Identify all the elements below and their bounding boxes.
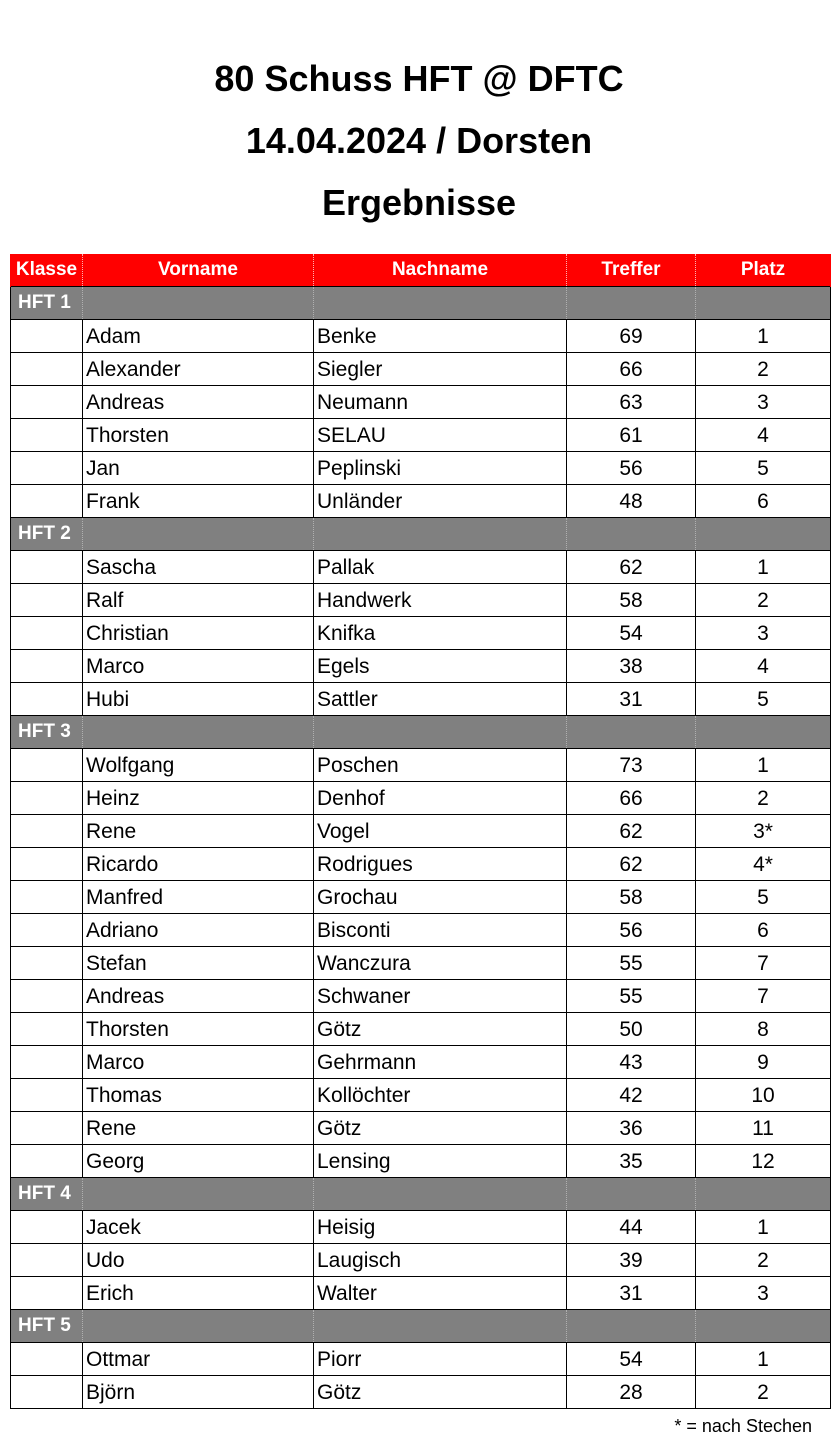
- treffer-cell: 56: [567, 451, 696, 484]
- table-row: [11, 682, 831, 715]
- nachname-cell: Knifka: [314, 616, 567, 649]
- nachname-cell: Poschen: [314, 748, 567, 781]
- vorname-cell: Heinz: [83, 781, 314, 814]
- platz-cell: 2: [696, 1375, 831, 1408]
- table-row: [11, 583, 831, 616]
- class-group-filler-cell: [567, 517, 696, 550]
- table-row: [11, 814, 831, 847]
- class-group-filler-cell: [83, 286, 314, 319]
- class-group-filler-cell: [696, 517, 831, 550]
- table-row: [11, 1375, 831, 1408]
- treffer-cell: 61: [567, 418, 696, 451]
- class-group-filler-cell: [83, 1309, 314, 1342]
- klasse-cell: [11, 1144, 83, 1177]
- vorname-cell: Andreas: [83, 385, 314, 418]
- vorname-cell: Thorsten: [83, 1012, 314, 1045]
- treffer-cell: 38: [567, 649, 696, 682]
- treffer-cell: 55: [567, 946, 696, 979]
- vorname-cell: Alexander: [83, 352, 314, 385]
- vorname-cell: Rene: [83, 1111, 314, 1144]
- vorname-cell: Marco: [83, 649, 314, 682]
- vorname-cell: Stefan: [83, 946, 314, 979]
- treffer-cell: 44: [567, 1210, 696, 1243]
- treffer-cell: 50: [567, 1012, 696, 1045]
- class-group-row: [11, 1177, 831, 1210]
- table-row: [11, 352, 831, 385]
- klasse-cell: [11, 1375, 83, 1408]
- class-group-filler-cell: [83, 517, 314, 550]
- table-row: [11, 913, 831, 946]
- header-nachname: Nachname: [314, 254, 567, 286]
- class-group-filler-cell: [314, 715, 567, 748]
- klasse-cell: [11, 649, 83, 682]
- title-line-results: Ergebnisse: [321, 182, 517, 223]
- vorname-cell: Manfred: [83, 880, 314, 913]
- klasse-cell: [11, 1210, 83, 1243]
- nachname-cell: Götz: [314, 1111, 567, 1144]
- header-row: [11, 254, 831, 286]
- table-row: [11, 1276, 831, 1309]
- vorname-cell: Ralf: [83, 583, 314, 616]
- table-row: [11, 418, 831, 451]
- nachname-cell: Siegler: [314, 352, 567, 385]
- treffer-cell: 58: [567, 880, 696, 913]
- klasse-cell: [11, 583, 83, 616]
- nachname-cell: Piorr: [314, 1342, 567, 1375]
- vorname-cell: Thomas: [83, 1078, 314, 1111]
- klasse-cell: [11, 1111, 83, 1144]
- table-row: [11, 1078, 831, 1111]
- nachname-cell: Benke: [314, 319, 567, 352]
- treffer-cell: 66: [567, 352, 696, 385]
- platz-cell: 1: [696, 319, 831, 352]
- platz-cell: 3: [696, 616, 831, 649]
- table-row: [11, 1144, 831, 1177]
- treffer-cell: 36: [567, 1111, 696, 1144]
- vorname-cell: Rene: [83, 814, 314, 847]
- treffer-cell: 62: [567, 814, 696, 847]
- class-group-label: HFT 2: [11, 517, 83, 550]
- treffer-cell: 63: [567, 385, 696, 418]
- vorname-cell: Wolfgang: [83, 748, 314, 781]
- platz-cell: 2: [696, 352, 831, 385]
- table-row: [11, 880, 831, 913]
- table-row: [11, 781, 831, 814]
- treffer-cell: 54: [567, 616, 696, 649]
- treffer-cell: 31: [567, 682, 696, 715]
- klasse-cell: [11, 913, 83, 946]
- platz-cell: 7: [696, 979, 831, 1012]
- vorname-cell: Udo: [83, 1243, 314, 1276]
- vorname-cell: Sascha: [83, 550, 314, 583]
- table-row: [11, 1012, 831, 1045]
- nachname-cell: Pallak: [314, 550, 567, 583]
- class-group-row: [11, 715, 831, 748]
- platz-cell: 1: [696, 1342, 831, 1375]
- treffer-cell: 66: [567, 781, 696, 814]
- klasse-cell: [11, 319, 83, 352]
- klasse-cell: [11, 616, 83, 649]
- vorname-cell: Georg: [83, 1144, 314, 1177]
- table-row: [11, 1045, 831, 1078]
- klasse-cell: [11, 847, 83, 880]
- class-group-filler-cell: [696, 1309, 831, 1342]
- class-group-filler-cell: [696, 1177, 831, 1210]
- vorname-cell: Erich: [83, 1276, 314, 1309]
- table-row: [11, 979, 831, 1012]
- vorname-cell: Christian: [83, 616, 314, 649]
- treffer-cell: 35: [567, 1144, 696, 1177]
- platz-cell: 3*: [696, 814, 831, 847]
- class-group-filler-cell: [696, 286, 831, 319]
- results-table-header: [11, 254, 831, 286]
- klasse-cell: [11, 1012, 83, 1045]
- klasse-cell: [11, 550, 83, 583]
- header-platz: Platz: [696, 254, 831, 286]
- class-group-filler-cell: [314, 286, 567, 319]
- klasse-cell: [11, 682, 83, 715]
- klasse-cell: [11, 1342, 83, 1375]
- results-table: [10, 254, 831, 1409]
- class-group-label: HFT 1: [11, 286, 83, 319]
- nachname-cell: Bisconti: [314, 913, 567, 946]
- treffer-cell: 73: [567, 748, 696, 781]
- platz-cell: 1: [696, 1210, 831, 1243]
- vorname-cell: Jacek: [83, 1210, 314, 1243]
- klasse-cell: [11, 946, 83, 979]
- platz-cell: 5: [696, 451, 831, 484]
- nachname-cell: Neumann: [314, 385, 567, 418]
- class-group-filler-cell: [567, 1177, 696, 1210]
- klasse-cell: [11, 451, 83, 484]
- class-group-filler-cell: [314, 517, 567, 550]
- klasse-cell: [11, 1243, 83, 1276]
- vorname-cell: Björn: [83, 1375, 314, 1408]
- vorname-cell: Jan: [83, 451, 314, 484]
- klasse-cell: [11, 385, 83, 418]
- table-row: [11, 1111, 831, 1144]
- platz-cell: 1: [696, 748, 831, 781]
- table-row: [11, 1243, 831, 1276]
- class-group-row: [11, 1309, 831, 1342]
- table-row: [11, 847, 831, 880]
- nachname-cell: Heisig: [314, 1210, 567, 1243]
- platz-cell: 3: [696, 1276, 831, 1309]
- title-line-event: 80 Schuss HFT @ DFTC: [214, 58, 624, 99]
- platz-cell: 5: [696, 880, 831, 913]
- nachname-cell: SELAU: [314, 418, 567, 451]
- klasse-cell: [11, 979, 83, 1012]
- vorname-cell: Andreas: [83, 979, 314, 1012]
- klasse-cell: [11, 814, 83, 847]
- class-group-row: [11, 517, 831, 550]
- klasse-cell: [11, 418, 83, 451]
- klasse-cell: [11, 484, 83, 517]
- nachname-cell: Sattler: [314, 682, 567, 715]
- title-line-date-location: 14.04.2024 / Dorsten: [245, 120, 593, 161]
- nachname-cell: Rodrigues: [314, 847, 567, 880]
- table-row: [11, 649, 831, 682]
- treffer-cell: 58: [567, 583, 696, 616]
- header-vorname: Vorname: [83, 254, 314, 286]
- platz-cell: 2: [696, 1243, 831, 1276]
- platz-cell: 3: [696, 385, 831, 418]
- nachname-cell: Lensing: [314, 1144, 567, 1177]
- klasse-cell: [11, 781, 83, 814]
- results-table-body: [11, 286, 831, 1408]
- nachname-cell: Peplinski: [314, 451, 567, 484]
- treffer-cell: 31: [567, 1276, 696, 1309]
- vorname-cell: Thorsten: [83, 418, 314, 451]
- treffer-cell: 69: [567, 319, 696, 352]
- treffer-cell: 48: [567, 484, 696, 517]
- table-row: [11, 616, 831, 649]
- nachname-cell: Wanczura: [314, 946, 567, 979]
- platz-cell: 6: [696, 913, 831, 946]
- header-treffer: Treffer: [567, 254, 696, 286]
- nachname-cell: Laugisch: [314, 1243, 567, 1276]
- platz-cell: 8: [696, 1012, 831, 1045]
- platz-cell: 1: [696, 550, 831, 583]
- table-row: [11, 319, 831, 352]
- treffer-cell: 55: [567, 979, 696, 1012]
- table-row: [11, 1342, 831, 1375]
- treffer-cell: 28: [567, 1375, 696, 1408]
- class-group-filler-cell: [83, 1177, 314, 1210]
- class-group-filler-cell: [567, 1309, 696, 1342]
- vorname-cell: Marco: [83, 1045, 314, 1078]
- platz-cell: 4: [696, 418, 831, 451]
- class-group-label: HFT 4: [11, 1177, 83, 1210]
- treffer-cell: 62: [567, 550, 696, 583]
- class-group-filler-cell: [567, 715, 696, 748]
- class-group-label: HFT 5: [11, 1309, 83, 1342]
- treffer-cell: 62: [567, 847, 696, 880]
- nachname-cell: Götz: [314, 1375, 567, 1408]
- platz-cell: 10: [696, 1078, 831, 1111]
- klasse-cell: [11, 1078, 83, 1111]
- vorname-cell: Hubi: [83, 682, 314, 715]
- class-group-filler-cell: [314, 1177, 567, 1210]
- platz-cell: 6: [696, 484, 831, 517]
- treffer-cell: 42: [567, 1078, 696, 1111]
- nachname-cell: Kollöchter: [314, 1078, 567, 1111]
- nachname-cell: Schwaner: [314, 979, 567, 1012]
- treffer-cell: 43: [567, 1045, 696, 1078]
- platz-cell: 2: [696, 781, 831, 814]
- vorname-cell: Frank: [83, 484, 314, 517]
- klasse-cell: [11, 1045, 83, 1078]
- nachname-cell: Grochau: [314, 880, 567, 913]
- vorname-cell: Adam: [83, 319, 314, 352]
- nachname-cell: Walter: [314, 1276, 567, 1309]
- table-row: [11, 385, 831, 418]
- table-row: [11, 748, 831, 781]
- platz-cell: 11: [696, 1111, 831, 1144]
- platz-cell: 9: [696, 1045, 831, 1078]
- platz-cell: 4*: [696, 847, 831, 880]
- nachname-cell: Gehrmann: [314, 1045, 567, 1078]
- platz-cell: 2: [696, 583, 831, 616]
- class-group-filler-cell: [567, 286, 696, 319]
- class-group-filler-cell: [314, 1309, 567, 1342]
- treffer-cell: 54: [567, 1342, 696, 1375]
- vorname-cell: Ottmar: [83, 1342, 314, 1375]
- table-row: [11, 484, 831, 517]
- vorname-cell: Ricardo: [83, 847, 314, 880]
- platz-cell: 12: [696, 1144, 831, 1177]
- header-klasse: Klasse: [11, 254, 83, 286]
- class-group-filler-cell: [83, 715, 314, 748]
- nachname-cell: Unländer: [314, 484, 567, 517]
- klasse-cell: [11, 352, 83, 385]
- nachname-cell: Götz: [314, 1012, 567, 1045]
- klasse-cell: [11, 748, 83, 781]
- footnote: * = nach Stechen: [674, 1416, 812, 1436]
- table-row: [11, 550, 831, 583]
- platz-cell: 5: [696, 682, 831, 715]
- treffer-cell: 56: [567, 913, 696, 946]
- table-row: [11, 946, 831, 979]
- nachname-cell: Handwerk: [314, 583, 567, 616]
- treffer-cell: 39: [567, 1243, 696, 1276]
- nachname-cell: Egels: [314, 649, 567, 682]
- nachname-cell: Vogel: [314, 814, 567, 847]
- platz-cell: 4: [696, 649, 831, 682]
- class-group-filler-cell: [696, 715, 831, 748]
- class-group-label: HFT 3: [11, 715, 83, 748]
- table-row: [11, 1210, 831, 1243]
- class-group-row: [11, 286, 831, 319]
- nachname-cell: Denhof: [314, 781, 567, 814]
- klasse-cell: [11, 1276, 83, 1309]
- vorname-cell: Adriano: [83, 913, 314, 946]
- table-row: [11, 451, 831, 484]
- platz-cell: 7: [696, 946, 831, 979]
- klasse-cell: [11, 880, 83, 913]
